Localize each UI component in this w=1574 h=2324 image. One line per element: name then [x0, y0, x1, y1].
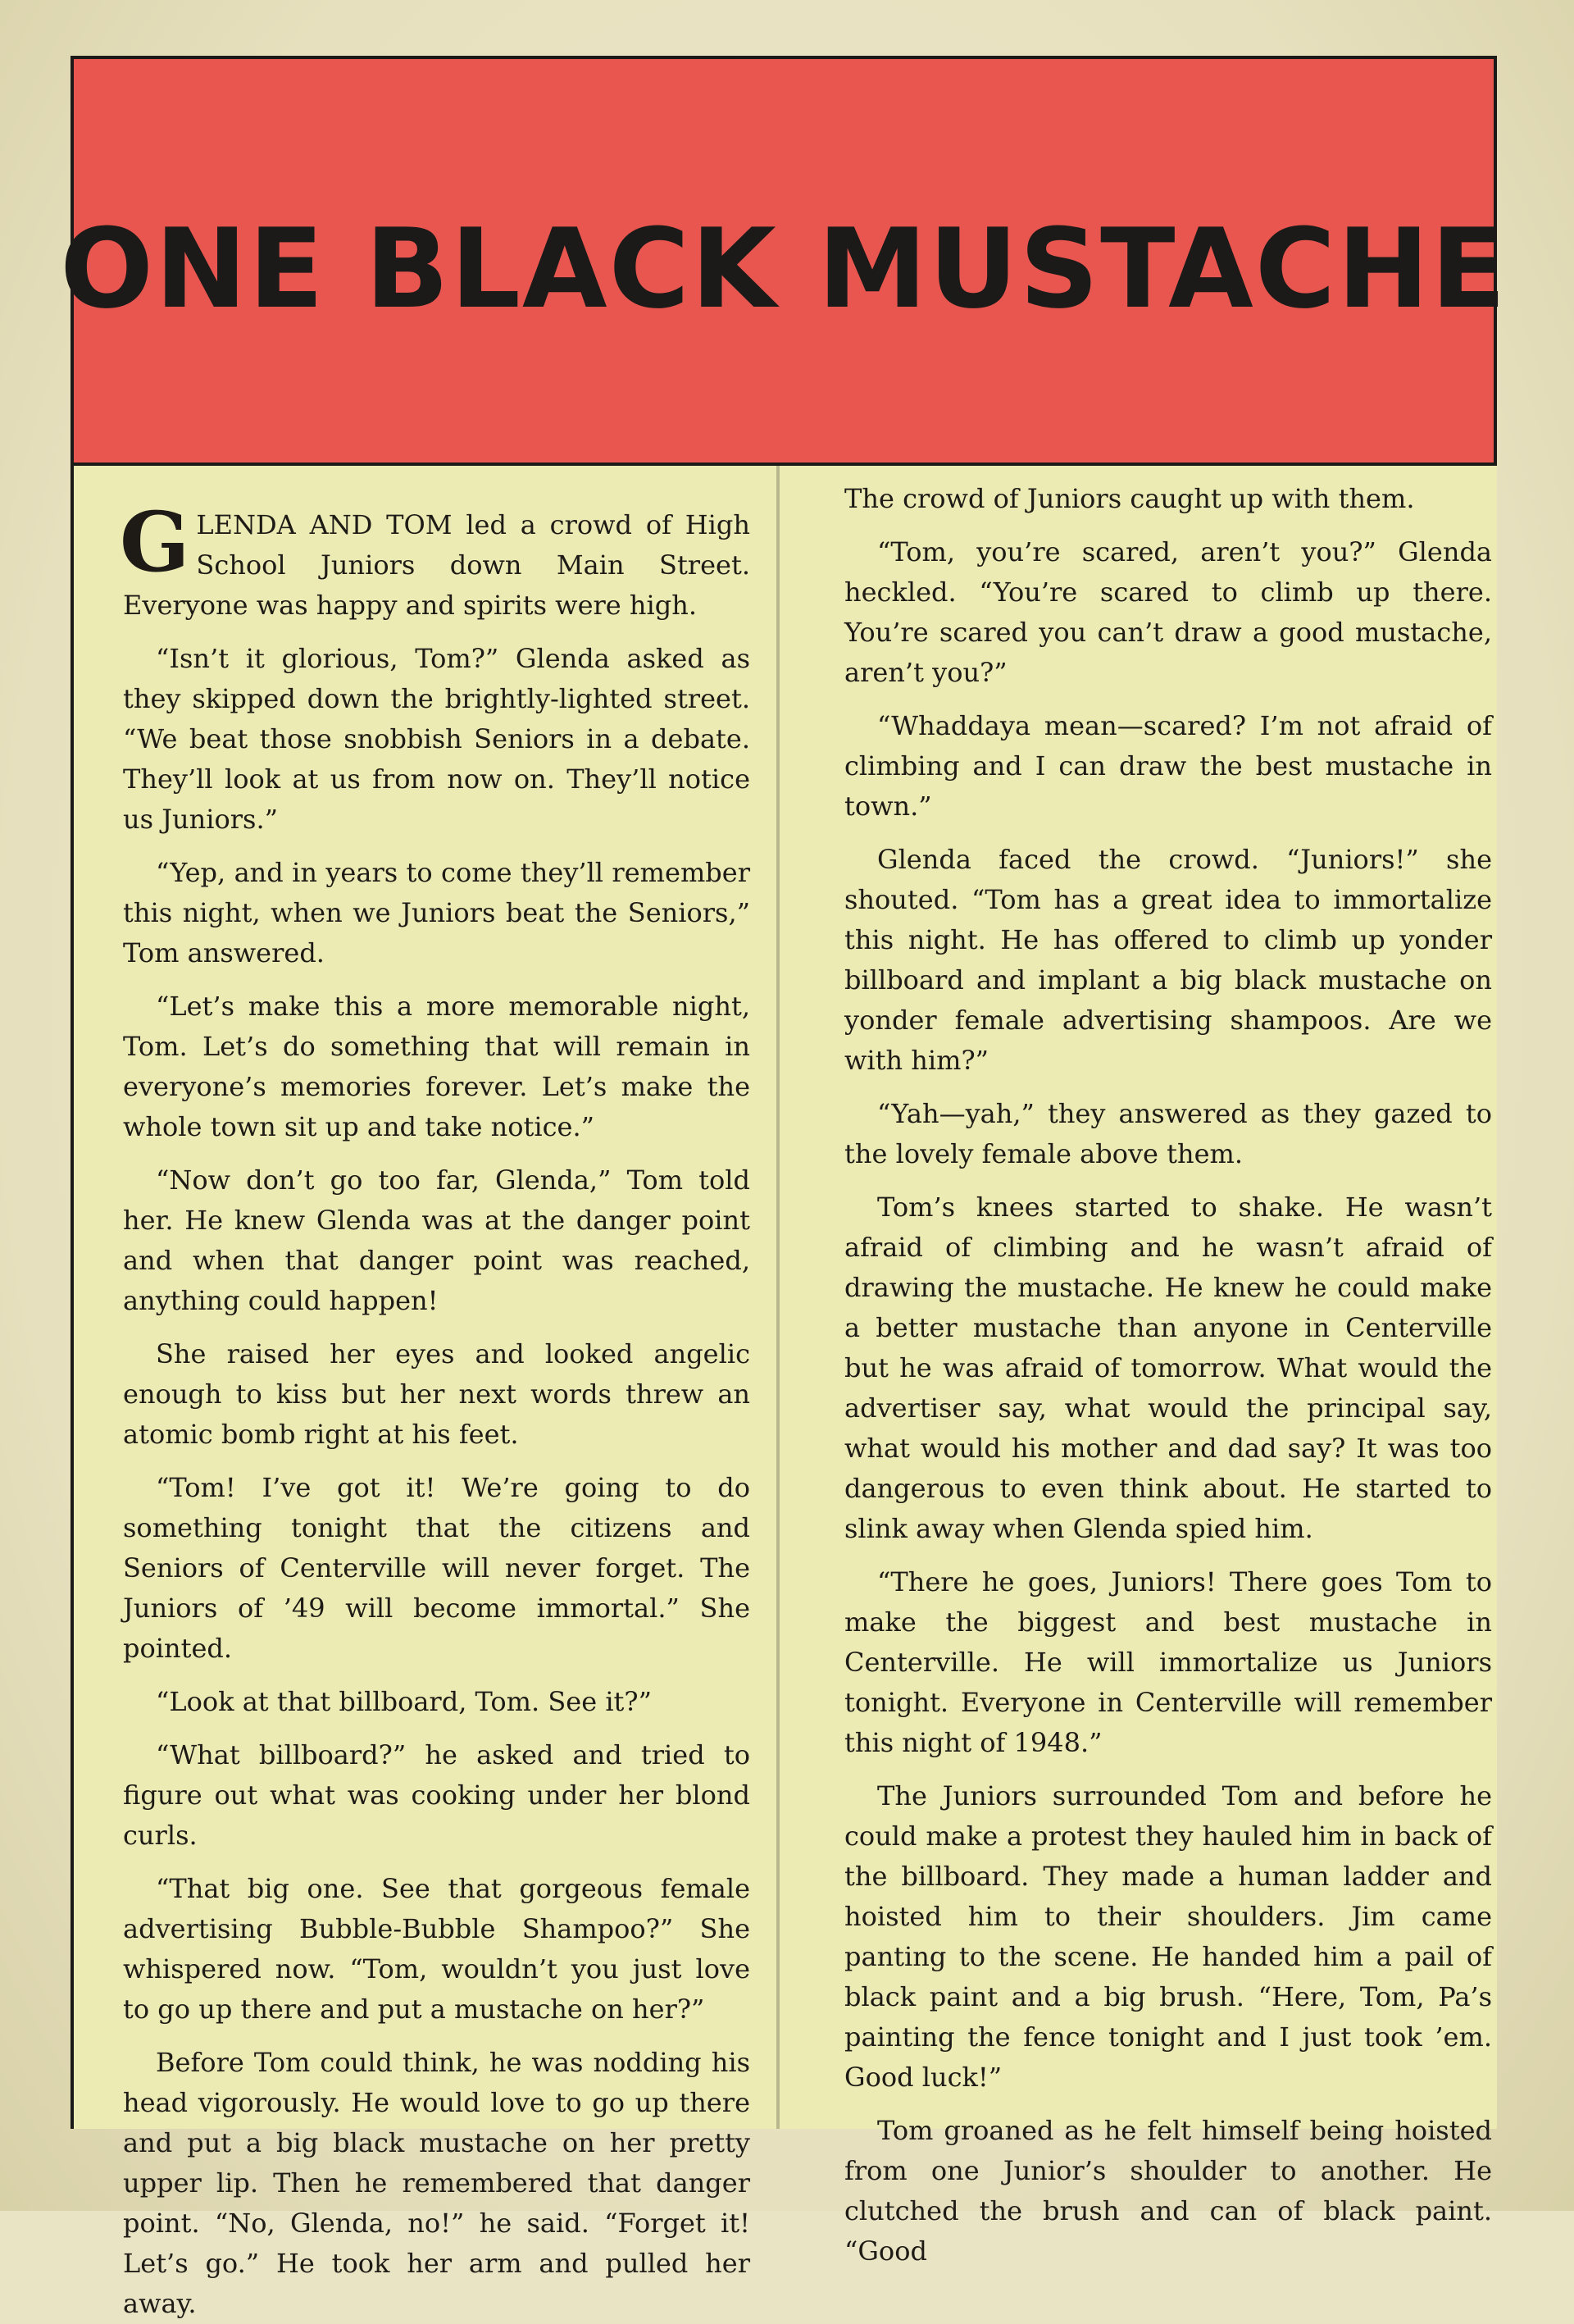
right-column: [787, 466, 1508, 2267]
paragraph: “Whaddaya mean—scared? I’m not afraid of climbing and I can draw the best mustache in town.”: [844, 710, 1492, 822]
paragraph: “There he goes, Juniors! There goes Tom to make the biggest and best mustache in Centerville. He will immortalize us Juniors tonight. Everyone in Centerville will remember this night of 1948.”: [844, 1566, 1492, 1758]
drop-cap: G: [120, 494, 190, 590]
paragraph: “Look at that billboard, Tom. See it?”: [156, 1686, 652, 1717]
paragraph: “Tom, you’re scared, aren’t you?” Glenda heckled. “You’re scared to climb up there. You’re scared you can’t draw a good mustache, aren’t you?”: [844, 536, 1492, 688]
paragraph: “Now don’t go too far, Glenda,” Tom told her. He knew Glenda was at the danger point and when that danger point was reached, anything could happen!: [123, 1164, 750, 1316]
opening-paragraph: [120, 494, 750, 626]
paragraph: She raised her eyes and looked angelic enough to kiss but her next words threw an atomic bomb right at his feet.: [123, 1338, 750, 1450]
title-banner: [60, 56, 1508, 466]
paragraph: Glenda faced the crowd. “Juniors!” she shouted. “Tom has a great idea to immortalize this night. He has offered to climb up yonder billboard and implant a big black mustache on yonder female advertising shampoos. Are we with him?”: [844, 844, 1492, 1076]
story-title: ONE BLACK MUSTACHE: [60, 205, 1508, 333]
left-column: [74, 466, 775, 2319]
paragraph: The Juniors surrounded Tom and before he could make a protest they hauled him in back of the billboard. They made a human ladder and hoisted him to their shoulders. Jim came panting to the scene. He handed him a pail of black paint and a big brush. “Here, Tom, Pa’s painting the fence tonight and I just took ’em. Good luck!”: [844, 1780, 1492, 2093]
paragraph: “What billboard?” he asked and tried to figure out what was cooking under her blond curls.: [123, 1739, 750, 1851]
paragraph: “Tom! I’ve got it! We’re going to do something tonight that the citizens and Seniors of Centerville will never forget. The Juniors of ’49 will become immortal.” She pointed.: [123, 1472, 750, 1664]
opening-text: LENDA AND TOM led a crowd of High School Juniors down Main Street. Everyone was happy and spirits were high.: [123, 509, 750, 621]
column-divider: [776, 466, 780, 2129]
paragraph: Tom groaned as he felt himself being hoisted from one Junior’s shoulder to another. He clutched the brush and can of black paint. “Good: [844, 2115, 1492, 2267]
paragraph: Tom’s knees started to shake. He wasn’t afraid of climbing and he wasn’t afraid of drawing the mustache. He knew he could make a better mustache than anyone in Centerville but he was afraid of tomorrow. What would the advertiser say, what would the principal say, what would his mother and dad say? It was too dangerous to even think about. He started to slink away when Glenda spied him.: [844, 1192, 1492, 1544]
paragraph: Before Tom could think, he was nodding his head vigorously. He would love to go up there and put a big black mustache on her pretty upper lip. Then he remembered that danger point. “No, Glenda, no!” he said. “Forget it! Let’s go.” He took her arm and pulled her away.: [123, 2047, 750, 2319]
paragraph: The crowd of Juniors caught up with them.: [844, 483, 1415, 514]
story-text-area: [71, 466, 1497, 2319]
paragraph: “Isn’t it glorious, Tom?” Glenda asked as they skipped down the brightly-lighted street. “We beat those snobbish Seniors in a debate. They’ll look at us from now on. They’ll notice us Juniors.”: [123, 643, 750, 835]
paragraph: “Let’s make this a more memorable night, Tom. Let’s do something that will remain in everyone’s memories forever. Let’s make the whole town sit up and take notice.”: [123, 991, 750, 1142]
paragraph: “Yep, and in years to come they’ll remember this night, when we Juniors beat the Seniors,” Tom answered.: [123, 857, 750, 968]
paragraph: “Yah—yah,” they answered as they gazed to the lovely female above them.: [844, 1098, 1492, 1169]
paragraph: “That big one. See that gorgeous female advertising Bubble-Bubble Shampoo?” She whispered now. “Tom, wouldn’t you just love to go up there and put a mustache on her?”: [123, 1873, 750, 2025]
